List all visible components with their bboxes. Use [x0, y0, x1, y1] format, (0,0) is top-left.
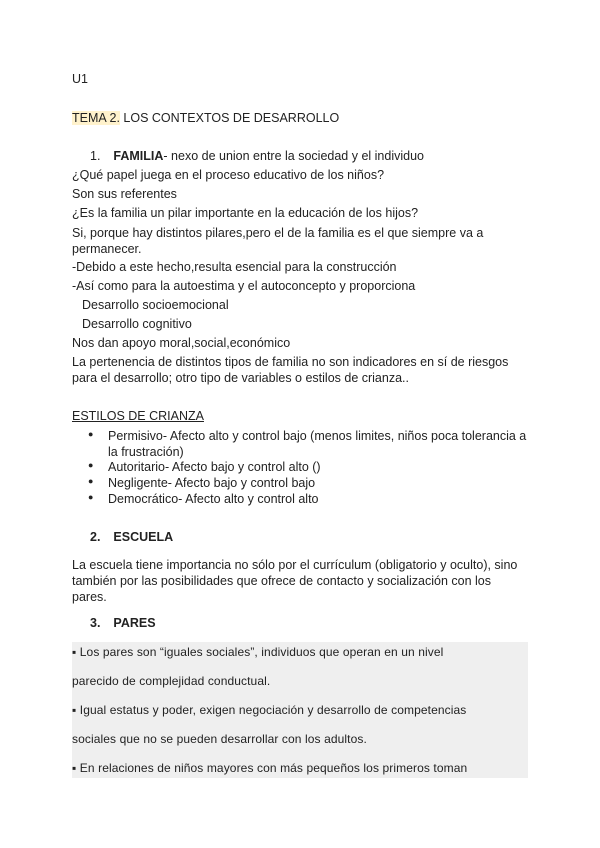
- estilo-item-text: ● Negligente- Afecto bajo y control bajo: [108, 476, 316, 490]
- escuela-text: La escuela tiene importancia no sólo por el currículum (obligatorio y oculto), sino también por las posibilidades que ofrece de contacto y socialización con los pares.: [72, 558, 518, 604]
- pares-line-4: ▪ En relaciones de niños mayores con más pequeños los primeros toman: [72, 761, 468, 775]
- unit-label: U1: [72, 72, 88, 86]
- familia-line-6: Desarrollo socioemocional: [82, 298, 229, 312]
- estilos-heading: ESTILOS DE CRIANZA: [72, 409, 204, 423]
- familia-title: FAMILIA: [113, 149, 164, 163]
- familia-number: 1.: [90, 149, 101, 163]
- familia-line-4: -Debido a este hecho,resulta esencial para la construcción: [72, 260, 397, 274]
- familia-line-0: ¿Qué papel juega en el proceso educativo de los niños?: [72, 168, 385, 182]
- familia-line-9: La pertenencia de distintos tipos de familia no son indicadores en sí de riesgos para el desarrollo; otro tipo de variables o estilos de crianza..: [72, 355, 509, 385]
- estilo-item: [88, 491, 528, 507]
- familia-line-8: Nos dan apoyo moral,social,económico: [72, 336, 291, 350]
- pares-line-3: sociales que no se pueden desarrollar con los adultos.: [72, 732, 367, 746]
- pares-line-2: ▪ Igual estatus y poder, exigen negociación y desarrollo de competencias: [72, 703, 467, 717]
- familia-line-7: Desarrollo cognitivo: [82, 317, 192, 331]
- familia-subtitle: - nexo de union entre la sociedad y el individuo: [163, 149, 424, 163]
- pares-title: PARES: [113, 616, 156, 630]
- estilo-item-text: ● Permisivo- Afecto alto y control bajo (menos limites, niños poca tolerancia a la frustración): [108, 429, 527, 459]
- estilo-item: [88, 475, 528, 491]
- estilo-item-text: ● Democrático- Afecto alto y control alto: [108, 492, 319, 506]
- escuela-title: ESCUELA: [113, 530, 174, 544]
- estilo-item-text: ● Autoritario- Afecto bajo y control alto (): [108, 460, 321, 474]
- pares-line-0: ▪ Los pares son “iguales sociales”, individuos que operan en un nivel: [72, 645, 444, 659]
- section-title: [72, 109, 339, 128]
- estilo-item: [88, 428, 528, 460]
- pares-heading: [90, 614, 156, 633]
- familia-line-3: Si, porque hay distintos pilares,pero el de la familia es el que siempre va a permanecer.: [72, 226, 484, 256]
- familia-line-1: Son sus referentes: [72, 187, 177, 201]
- pares-line-1: parecido de complejidad conductual.: [72, 674, 271, 688]
- tema-title: LOS CONTEXTOS DE DESARROLLO: [119, 111, 340, 125]
- familia-line-2: ¿Es la familia un pilar importante en la educación de los hijos?: [72, 206, 419, 220]
- escuela-number: 2.: [90, 530, 101, 544]
- pares-number: 3.: [90, 616, 101, 630]
- tema-label: TEMA 2.: [72, 111, 120, 125]
- familia-line-5: -Así como para la autoestima y el autoconcepto y proporciona: [72, 279, 416, 293]
- estilo-item: [88, 459, 528, 475]
- escuela-heading: [90, 528, 173, 547]
- familia-heading: [90, 147, 424, 166]
